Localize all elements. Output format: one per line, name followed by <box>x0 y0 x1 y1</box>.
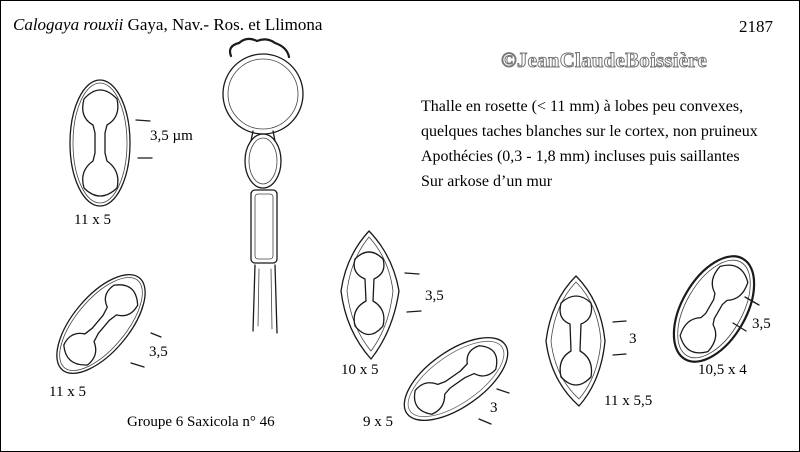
spore-2-drawing <box>41 260 161 388</box>
spore-5-septum: 3 <box>629 331 637 347</box>
description-thallus: Thalle en rosette (< 11 mm) à lobes peu convexes, quelques taches blanches sur le cortex, non pruineux <box>421 98 758 140</box>
spore-4-septum: 3 <box>490 400 498 416</box>
spore-3-septum: 3,5 <box>425 288 444 304</box>
description-apothecia: Apothécies (0,3 - 1,8 mm) incluses puis saillantes <box>421 148 740 165</box>
spore-4-size: 9 x 5 <box>363 414 393 430</box>
spore-2-septum: 3,5 <box>149 344 168 360</box>
spore-2-tick-b <box>131 363 144 367</box>
spore-6-drawing <box>657 243 770 375</box>
species-authors: Gaya, Nav.- Ros. et Llimona <box>123 15 323 34</box>
spore-3-drawing <box>341 231 421 359</box>
plate-number: 2187 <box>739 17 773 36</box>
spore-1-drawing <box>70 80 152 206</box>
spore-1-size: 11 x 5 <box>74 212 111 228</box>
spore-2-size: 11 x 5 <box>49 384 86 400</box>
description-substrate: Sur arkose d’un mur <box>421 173 553 190</box>
spore-6-septum: 3,5 <box>752 316 771 332</box>
spore-5-size: 11 x 5,5 <box>604 393 653 409</box>
spore-drawings <box>1 1 799 451</box>
paraphysis-drawing <box>223 39 303 333</box>
spore-2-tick-a <box>151 333 161 337</box>
copyright-watermark: ©JeanClaudeBoissière <box>501 48 707 72</box>
spore-6-size: 10,5 x 4 <box>698 362 747 378</box>
spore-1-septum: 3,5 µm <box>150 128 193 144</box>
species-name: Calogaya rouxii <box>13 15 124 34</box>
spore-4-tick-a <box>497 389 509 393</box>
spore-3-size: 10 x 5 <box>341 362 379 378</box>
spore-4-tick-b <box>479 419 491 424</box>
group-label: Groupe 6 Saxicola n° 46 <box>127 414 275 430</box>
spore-5-drawing <box>546 276 626 406</box>
spore-4-drawing <box>391 322 521 437</box>
